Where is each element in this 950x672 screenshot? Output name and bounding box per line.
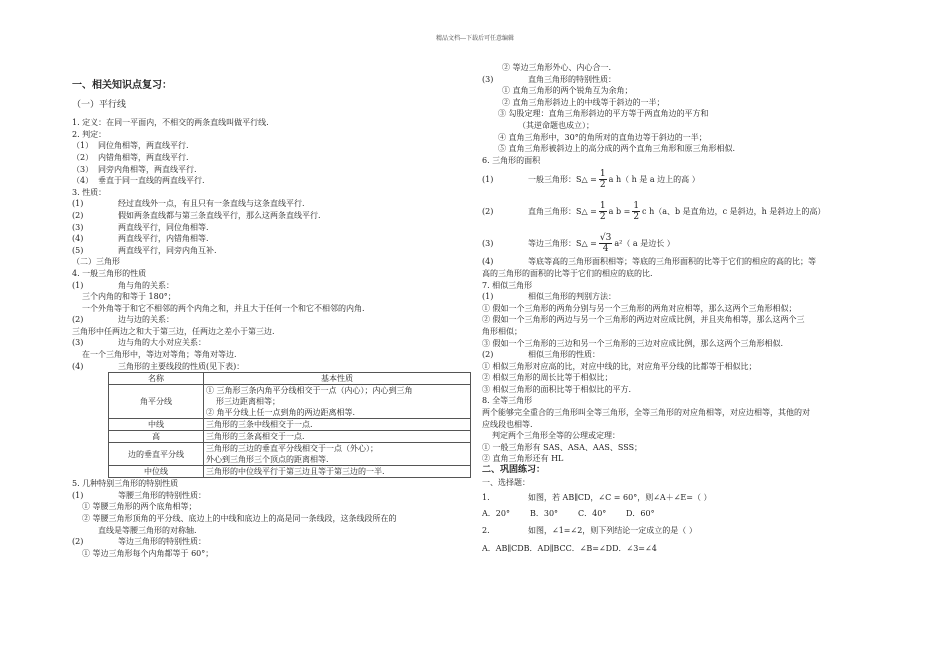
table-header-props: 基本性质 bbox=[204, 373, 471, 385]
similar-heading: 7. 相似三角形 bbox=[482, 280, 533, 290]
question-1: 1. 如图，若 AB∥CD，∠C = 60°，则∠A＋∠E=（ ） bbox=[482, 493, 712, 503]
props-heading: 3. 性质： bbox=[72, 187, 107, 197]
isosceles-prop-2-cont: 直线是等腰三角形的对称轴. bbox=[98, 525, 197, 535]
subsection-triangle: （二）三角形 bbox=[72, 257, 120, 267]
similar-prop-2: ② 相似三角形的周长比等于相似比； bbox=[482, 373, 613, 383]
question-2: 2. 如图，∠1=∠2，则下列结论一定成立的是（ ） bbox=[482, 526, 697, 536]
side-inequality: 三角形中任两边之和大于第三边，任两边之差小于第三边. bbox=[72, 326, 275, 336]
right-prop-5: ⑤ 直角三角形被斜边上的高分成的两个直角三角形和原三角形相似. bbox=[498, 144, 736, 154]
special-triangles-heading: 5. 几种特别三角形的特别性质 bbox=[72, 479, 179, 489]
fraction-root3-over-4: $\frac{√3}{4}$ bbox=[599, 232, 612, 254]
segment-properties-table bbox=[108, 372, 471, 478]
right-prop-3-cont: （其逆命题也成立）； bbox=[518, 120, 594, 130]
right-triangle-heading: (3) 直角三角形的特别性质： bbox=[482, 74, 616, 84]
right-prop-1: ① 直角三角形的两个锐角互为余角； bbox=[502, 86, 633, 96]
similar-props-heading: (2) 相似三角形的性质： bbox=[482, 350, 600, 360]
question-2-options: A．AB∥CDB．AD∥BCC．∠B=∠DD．∠3=∠4 bbox=[482, 544, 657, 553]
prop-item: (3) 两直线平行，同位角相等. bbox=[72, 222, 209, 232]
judge-item: （3） 同旁内角相等，两直线平行. bbox=[72, 164, 197, 174]
side-relation: (2) 边与边的关系： bbox=[72, 315, 174, 325]
similar-criteria-3: ③ 假如一个三角形的三边和另一个三角形的三边对应成比例，那么这两个三角形相似. bbox=[482, 338, 784, 348]
fraction-half: $\frac{1}{2}$ bbox=[599, 168, 606, 190]
similar-prop-1: ① 相似三角形对应高的比，对应中线的比，对应角平分线的比都等于相似比； bbox=[482, 361, 757, 371]
area-right: (2) 直角三角形：S△ = $\frac{1}{2}$ a b = $\frac{1}{2}$ c h（a、b 是直角边，c 是斜边，h 是斜边上的高） bbox=[482, 200, 826, 222]
area-equilateral: (3) 等边三角形：S△ = $\frac{√3}{4}$ a²（ a 是边长 ） bbox=[482, 232, 675, 254]
section-title: 一、相关知识点复习： bbox=[72, 80, 172, 91]
choice-heading: 一、选择题： bbox=[482, 477, 530, 487]
equilateral-prop-1: ① 等边三角形每个内角都等于 60°； bbox=[82, 548, 214, 558]
congruent-heading: 8. 全等三角形 bbox=[482, 396, 533, 406]
table-row: 角平分线 ① 三角形三条内角平分线相交于一点（内心）；内心到三角 形三边距离相等； ② 角平分线上任一点到角的两边距离相等. bbox=[109, 385, 471, 419]
judge-item: （4） 垂直于同一直线的两直线平行. bbox=[72, 176, 205, 186]
area-heading: 6. 三角形的面积 bbox=[482, 155, 541, 165]
judge-item: （1） 同位角相等，两直线平行. bbox=[72, 141, 189, 151]
page-header: 精品文档---下载后可任意编辑 bbox=[435, 35, 515, 42]
congruent-def: 两个能够完全重合的三角形叫全等三角形，全等三角形的对应角相等，对应边相等，其他的对 bbox=[482, 408, 810, 418]
right-prop-3: ③ 勾股定理：直角三角形斜边的平方等于两直角边的平方和 bbox=[498, 109, 709, 119]
right-prop-4: ④ 直角三角形中，30°的角所对的直角边等于斜边的一半； bbox=[498, 132, 707, 142]
right-prop-2: ② 直角三角形斜边上的中线等于斜边的一半； bbox=[502, 97, 665, 107]
area-ratio: (4) 等底等高的三角形面积相等；等底的三角形面积的比等于它们的相应的高的比；等 bbox=[482, 257, 816, 267]
prop-item: (2) 假如两条直线都与第三条直线平行，那么这两条直线平行. bbox=[72, 210, 321, 220]
congruent-def-cont: 应线段也相等. bbox=[482, 419, 533, 429]
subsection-parallel: （一）平行线 bbox=[72, 99, 127, 110]
table-row: 中线 三角形的三条中线相交于一点. bbox=[109, 419, 471, 431]
congruent-criteria-heading: 判定两个三角形全等的公理或定理： bbox=[492, 431, 620, 441]
table-header-row bbox=[109, 373, 471, 385]
judge-heading: 2. 判定： bbox=[72, 129, 107, 139]
similar-criteria-2-cont: 角形相似； bbox=[482, 326, 522, 336]
fraction-half: $\frac{1}{2}$ bbox=[599, 200, 606, 222]
prop-item: (5) 两直线平行，同旁内角互补. bbox=[72, 245, 217, 255]
judge-item: （2） 内错角相等，两直线平行. bbox=[72, 152, 189, 162]
area-ratio-cont: 高的三角形的面积的比等于它们的相应的底的比. bbox=[482, 268, 653, 278]
equilateral-heading: (2) 等边三角形的特别性质： bbox=[72, 537, 206, 547]
main-segments-heading: (4) 三角形的主要线段的性质(见下表)： bbox=[72, 361, 245, 371]
area-general: (1) 一般三角形：S△ = $\frac{1}{2}$ a h（ h 是 a 边上的高 ） bbox=[482, 168, 700, 190]
definition-line: 1. 定义：在同一平面内，不相交的两条直线叫做平行线. bbox=[72, 118, 269, 128]
congruent-criteria-general: ① 一般三角形有 SAS、ASA、AAS、SSS； bbox=[482, 442, 643, 452]
isosceles-prop-1: ① 等腰三角形的两个底角相等； bbox=[82, 502, 197, 512]
equilateral-prop-2: ② 等边三角形外心、内心合一. bbox=[502, 63, 612, 72]
prop-item: (4) 两直线平行，内错角相等. bbox=[72, 234, 209, 244]
isosceles-prop-2: ② 等腰三角形顶角的平分线、底边上的中线和底边上的高是同一条线段，这条线段所在的 bbox=[82, 514, 397, 524]
similar-prop-3: ③ 相似三角形的面积比等于相似比的平方. bbox=[482, 384, 632, 394]
similar-criteria-2: ② 假如一个三角形的两边与另一个三角形的两边对应成比例，并且夹角相等，那么这两个三 bbox=[482, 315, 805, 325]
right-column bbox=[482, 62, 882, 555]
question-1-options: A．20° B．30° C．40° D．60° bbox=[482, 508, 655, 518]
table-row: 边的垂直平分线 三角形的三边的垂直平分线相交于一点（外心）； 外心到三角形三个顶点的距离相等. bbox=[109, 443, 471, 466]
equal-sides-angles: 在一个三角形中，等边对等角；等角对等边. bbox=[82, 350, 237, 360]
similar-criteria-heading: (1) 相似三角形的判别方法： bbox=[482, 292, 616, 302]
similar-criteria-1: ① 假如一个三角形的两角分别与另一个三角形的两角对应相等，那么这两个三角形相似； bbox=[482, 303, 797, 313]
table-row: 高 三角形的三条高相交于一点. bbox=[109, 431, 471, 443]
isosceles-heading: (1) 等腰三角形的特别性质： bbox=[72, 490, 206, 500]
left-column bbox=[72, 80, 467, 559]
fraction-half: $\frac{1}{2}$ bbox=[633, 200, 640, 222]
side-angle-relation: (3) 边与角的大小对应关系： bbox=[72, 338, 206, 348]
prop-item: (1) 经过直线外一点，有且只有一条直线与这条直线平行. bbox=[72, 199, 305, 209]
angle-sum: 三个内角的和等于 180°； bbox=[82, 292, 176, 302]
exterior-angle: 一个外角等于和它不相邻的两个内角之和，并且大于任何一个和它不相邻的内角. bbox=[82, 303, 365, 313]
practice-heading: 二、巩固练习： bbox=[482, 465, 546, 476]
table-header-name: 名称 bbox=[109, 373, 204, 385]
general-props-heading: 4. 一般三角形的性质 bbox=[72, 268, 147, 278]
table-row: 中位线 三角形的中位线平行于第三边且等于第三边的一半. bbox=[109, 466, 471, 478]
angle-relation: (1) 角与角的关系： bbox=[72, 280, 174, 290]
congruent-criteria-right: ② 直角三角形还有 HL bbox=[482, 454, 564, 464]
